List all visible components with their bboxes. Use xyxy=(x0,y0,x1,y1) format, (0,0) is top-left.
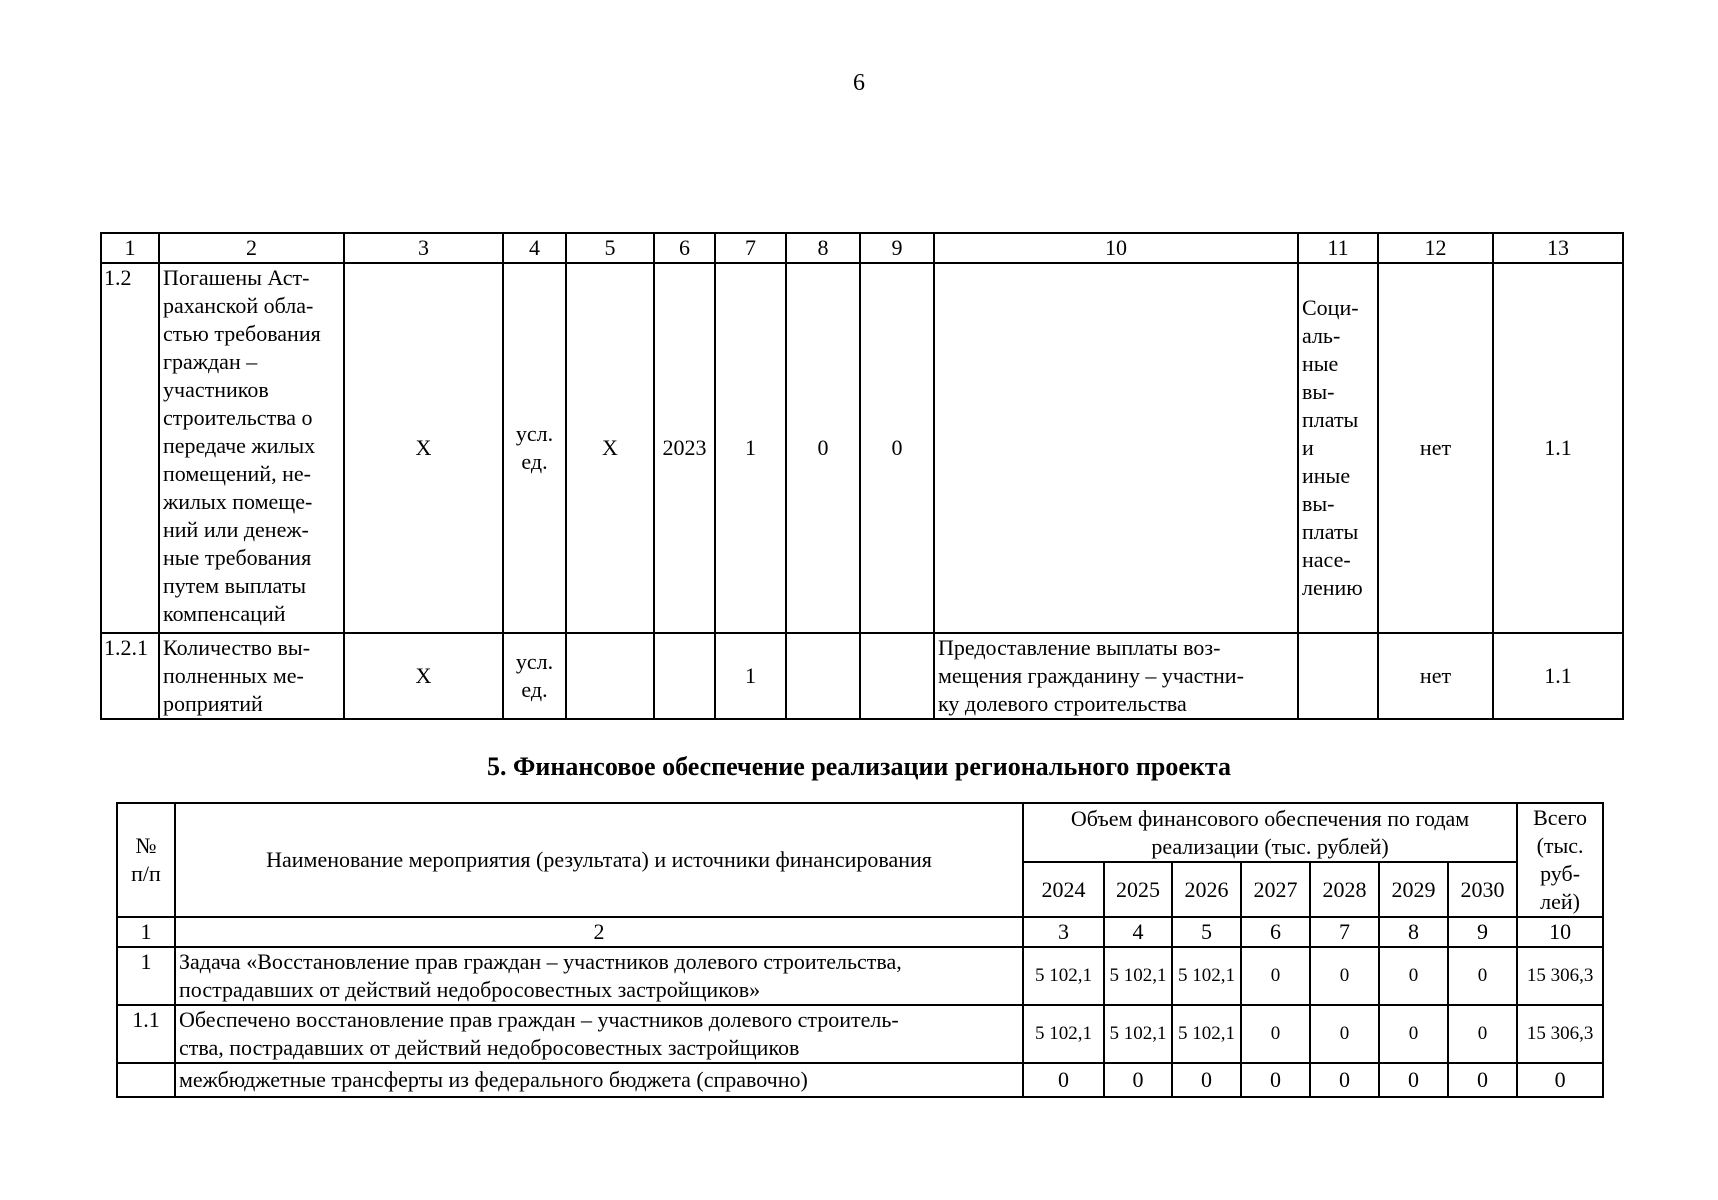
total-value: 15 306,3 xyxy=(1517,947,1603,1005)
year-value: 0 xyxy=(1379,1005,1448,1063)
year-header: 2024 xyxy=(1023,862,1104,917)
cell-value: Х xyxy=(344,263,503,633)
finance-table xyxy=(116,802,1604,1098)
volume-header: Объем финансового обеспечения по годам реализации (тыс. рублей) xyxy=(1023,803,1517,862)
num-header: № п/п xyxy=(117,803,175,917)
payment-type-cell xyxy=(1298,633,1378,719)
year-value: 0 xyxy=(1023,1063,1104,1097)
column-number: 6 xyxy=(1241,917,1310,947)
indicator-name: Количество вы- полненных ме- роприятий xyxy=(159,633,344,719)
cell-value: 1.1 xyxy=(1493,263,1623,633)
cell-value xyxy=(566,633,654,719)
column-number: 2 xyxy=(159,233,344,263)
column-number: 13 xyxy=(1493,233,1623,263)
row-name: Обеспечено восстановление прав граждан – участников долевого строитель- ства, пострадавших от действий недобросовестных застройщиков xyxy=(175,1005,1023,1063)
column-number: 8 xyxy=(786,233,860,263)
section-title: 5. Финансовое обеспечение реализации регионального проекта xyxy=(487,752,1231,781)
column-number: 5 xyxy=(566,233,654,263)
table-row xyxy=(117,947,1603,1005)
year-value: 5 102,1 xyxy=(1104,1005,1172,1063)
column-number: 4 xyxy=(503,233,566,263)
column-number: 10 xyxy=(934,233,1298,263)
year-value: 0 xyxy=(1310,1063,1379,1097)
cell-value: 2023 xyxy=(654,263,715,633)
column-number: 9 xyxy=(1448,917,1517,947)
year-value: 0 xyxy=(1310,947,1379,1005)
year-header: 2029 xyxy=(1379,862,1448,917)
year-header: 2027 xyxy=(1241,862,1310,917)
cell-value: 1 xyxy=(715,633,786,719)
header-row xyxy=(117,803,1603,862)
year-value: 0 xyxy=(1448,947,1517,1005)
unit-cell: усл. ед. xyxy=(503,263,566,633)
description-cell: Предоставление выплаты воз- мещения гражданину – участни- ку долевого строительства xyxy=(934,633,1298,719)
cell-value: Х xyxy=(566,263,654,633)
row-name: Задача «Восстановление прав граждан – участников долевого строительства, пострадавших от действий недобросовестных застройщиков» xyxy=(175,947,1023,1005)
cell-value xyxy=(786,633,860,719)
table-row xyxy=(117,1063,1603,1097)
cell-value: 0 xyxy=(860,263,934,633)
year-value: 5 102,1 xyxy=(1023,947,1104,1005)
column-number: 12 xyxy=(1378,233,1493,263)
page-number: 6 xyxy=(853,70,865,96)
cell-value: 0 xyxy=(786,263,860,633)
column-number: 2 xyxy=(175,917,1023,947)
total-header: Всего (тыс. руб- лей) xyxy=(1517,803,1603,917)
column-number: 6 xyxy=(654,233,715,263)
cell-value: нет xyxy=(1378,633,1493,719)
table-row xyxy=(101,263,1623,633)
year-header: 2026 xyxy=(1172,862,1241,917)
unit-cell: усл. ед. xyxy=(503,633,566,719)
cell-value xyxy=(654,633,715,719)
cell-value xyxy=(860,633,934,719)
row-number: 1.2 xyxy=(101,263,159,633)
cell-value: 1 xyxy=(715,263,786,633)
row-number: 1.1 xyxy=(117,1005,175,1063)
column-number: 5 xyxy=(1172,917,1241,947)
year-value: 0 xyxy=(1310,1005,1379,1063)
column-number: 3 xyxy=(344,233,503,263)
row-name: межбюджетные трансферты из федерального бюджета (справочно) xyxy=(175,1063,1023,1097)
column-number: 7 xyxy=(715,233,786,263)
row-number: 1 xyxy=(117,947,175,1005)
total-value: 15 306,3 xyxy=(1517,1005,1603,1063)
cell-value: 1.1 xyxy=(1493,633,1623,719)
indicators-table xyxy=(100,232,1624,720)
row-number xyxy=(117,1063,175,1097)
year-value: 5 102,1 xyxy=(1172,1005,1241,1063)
column-number-row xyxy=(101,233,1623,263)
total-value: 0 xyxy=(1517,1063,1603,1097)
year-value: 5 102,1 xyxy=(1104,947,1172,1005)
year-value: 0 xyxy=(1241,947,1310,1005)
year-value: 0 xyxy=(1379,1063,1448,1097)
year-header: 2028 xyxy=(1310,862,1379,917)
table-row xyxy=(117,1005,1603,1063)
year-value: 5 102,1 xyxy=(1172,947,1241,1005)
row-number: 1.2.1 xyxy=(101,633,159,719)
year-header: 2025 xyxy=(1104,862,1172,917)
column-number: 7 xyxy=(1310,917,1379,947)
table-row xyxy=(101,633,1623,719)
column-number: 11 xyxy=(1298,233,1378,263)
column-number: 4 xyxy=(1104,917,1172,947)
year-value: 5 102,1 xyxy=(1023,1005,1104,1063)
column-number-row xyxy=(117,917,1603,947)
indicator-name: Погашены Аст- раханской обла- стью требования граждан – участников строительства о передаче жилых помещений, не- жилых помеще- ний или денеж- ные требования путем выплаты компенсаций xyxy=(159,263,344,633)
name-header: Наименование мероприятия (результата) и источники финансирования xyxy=(175,803,1023,917)
column-number: 1 xyxy=(117,917,175,947)
column-number: 1 xyxy=(101,233,159,263)
description-cell xyxy=(934,263,1298,633)
cell-value: Х xyxy=(344,633,503,719)
cell-value: нет xyxy=(1378,263,1493,633)
payment-type-cell: Соци- аль- ные вы- платы и иные вы- платы насе- лению xyxy=(1298,263,1378,633)
year-value: 0 xyxy=(1448,1005,1517,1063)
year-value: 0 xyxy=(1448,1063,1517,1097)
column-number: 3 xyxy=(1023,917,1104,947)
year-header: 2030 xyxy=(1448,862,1517,917)
year-value: 0 xyxy=(1379,947,1448,1005)
column-number: 10 xyxy=(1517,917,1603,947)
year-value: 0 xyxy=(1241,1063,1310,1097)
column-number: 9 xyxy=(860,233,934,263)
year-value: 0 xyxy=(1104,1063,1172,1097)
year-value: 0 xyxy=(1241,1005,1310,1063)
year-value: 0 xyxy=(1172,1063,1241,1097)
column-number: 8 xyxy=(1379,917,1448,947)
